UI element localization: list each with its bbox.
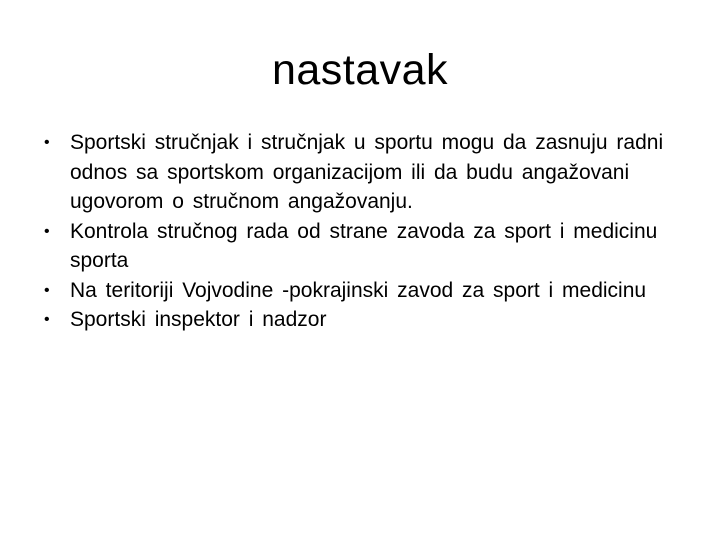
bullet-item: [44, 305, 684, 335]
bullet-text: Sportski stručnjak i stručnjak u sportu mogu da zasnuju radni odnos sa sportskom organizacijom ili da budu angažovani ugovorom o stručnom angažovanju.: [70, 131, 664, 213]
bullet-icon: •: [44, 311, 50, 328]
bullet-item: [44, 276, 684, 306]
bullet-icon: •: [44, 222, 50, 240]
slide-title: nastavak: [271, 46, 449, 94]
bullet-icon: •: [44, 281, 50, 299]
bullet-text: Kontrola stručnog rada od strane zavoda za sport i medicinu sporta: [70, 219, 658, 272]
bullet-text: Sportski inspektor i nadzor: [70, 308, 327, 331]
bullet-icon: •: [44, 134, 50, 151]
bullet-item: [44, 217, 684, 276]
bullet-list: [44, 128, 684, 335]
bullet-text: Na teritoriji Vojvodine -pokrajinski zavod za sport i medicinu: [70, 278, 647, 302]
bullet-item: [44, 128, 684, 217]
